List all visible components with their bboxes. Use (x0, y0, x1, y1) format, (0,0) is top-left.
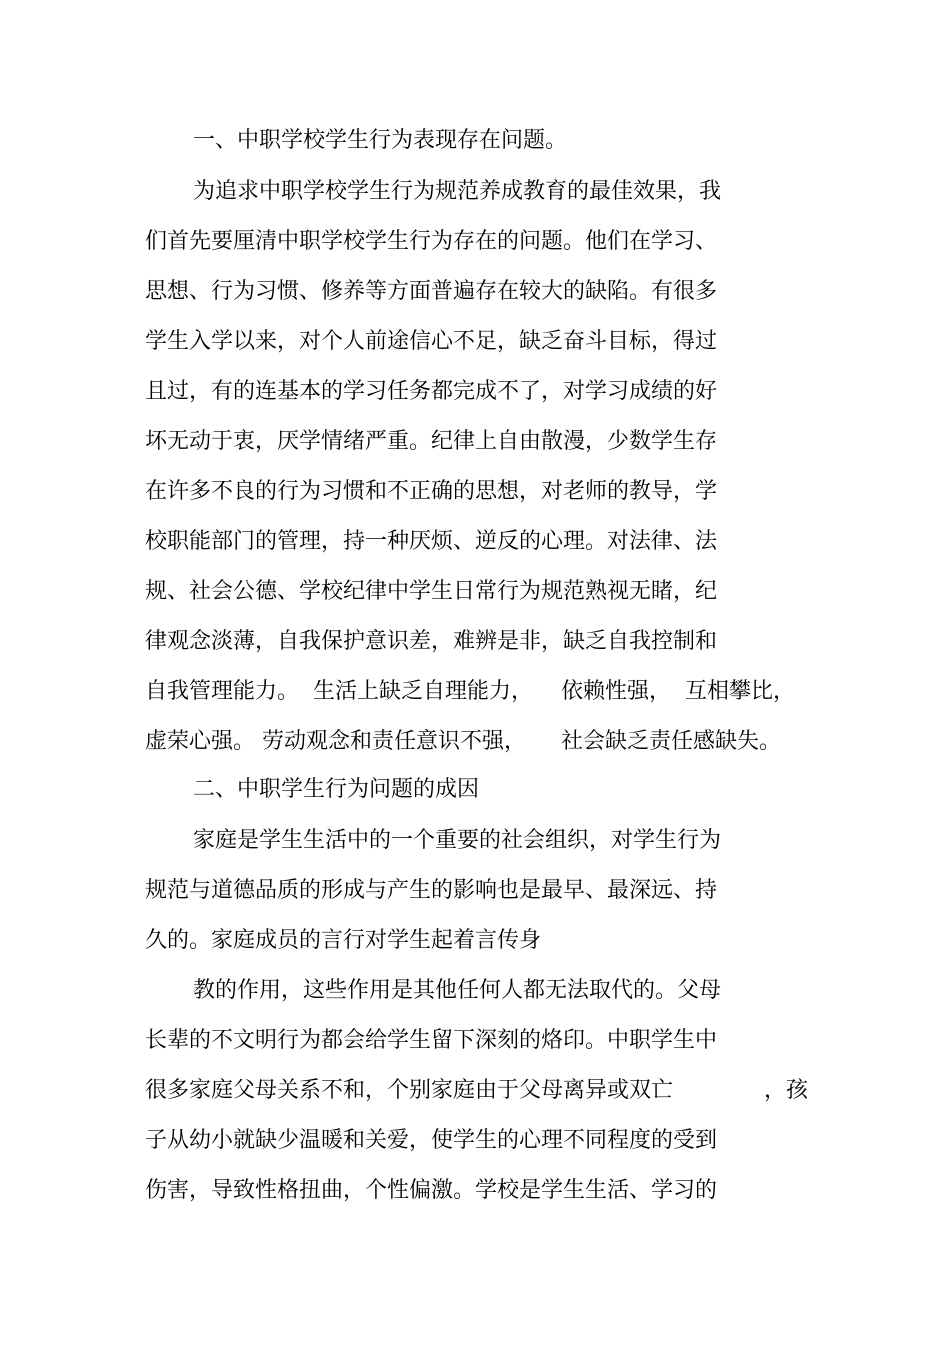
paragraph-line: 规范与道德品质的形成与产生的影响也是最早、最深远、持 (145, 878, 718, 903)
section-heading: 一、中职学校学生行为表现存在问题。 (193, 128, 568, 153)
paragraph-line: 自我管理能力。 生活上缺乏自理能力， 依赖性强， 互相攀比， (145, 679, 795, 704)
paragraph-line: 为追求中职学校学生行为规范养成教育的最佳效果，我 (193, 179, 722, 204)
paragraph-line: 思想、行为习惯、修养等方面普遍存在较大的缺陷。有很多 (145, 279, 718, 304)
section-heading: 二、中职学生行为问题的成因 (193, 777, 480, 802)
paragraph-line: 坏无动于衷，厌学情绪严重。纪律上自由散漫，少数学生存 (145, 429, 718, 454)
paragraph-line: 很多家庭父母关系不和，个别家庭由于父母离异或双亡 (145, 1078, 674, 1103)
paragraph-line: 子从幼小就缺少温暖和关爱，使学生的心理不同程度的受到 (145, 1128, 718, 1153)
paragraph-line: 家庭是学生生活中的一个重要的社会组织，对学生行为 (193, 828, 722, 853)
paragraph-line: 长辈的不文明行为都会给学生留下深刻的烙印。中职学生中 (145, 1028, 718, 1053)
paragraph-line: 校职能部门的管理，持一种厌烦、逆反的心理。对法律、法 (145, 529, 718, 554)
paragraph-line: 久的。家庭成员的言行对学生起着言传身 (145, 928, 542, 953)
paragraph-line: 伤害，导致性格扭曲，个性偏激。学校是学生生活、学习的 (145, 1178, 718, 1203)
paragraph-line: 且过，有的连基本的学习任务都完成不了，对学习成绩的好 (145, 379, 718, 404)
paragraph-line: 学生入学以来，对个人前途信心不足，缺乏奋斗目标，得过 (145, 329, 718, 354)
paragraph-line: 在许多不良的行为习惯和不正确的思想，对老师的教导，学 (145, 479, 718, 504)
paragraph-line: 律观念淡薄，自我保护意识差，难辨是非，缺乏自我控制和 (145, 629, 718, 654)
paragraph-line: 们首先要厘清中职学校学生行为存在的问题。他们在学习、 (145, 229, 718, 254)
paragraph-line: 虚荣心强。 劳动观念和责任意识不强， 社会缺乏责任感缺失。 (145, 729, 781, 754)
paragraph-line: 教的作用，这些作用是其他任何人都无法取代的。父母 (193, 978, 722, 1003)
paragraph-line-fragment: ，孩 (764, 1078, 809, 1103)
paragraph-line: 规、社会公德、学校纪律中学生日常行为规范熟视无睹，纪 (145, 579, 718, 604)
